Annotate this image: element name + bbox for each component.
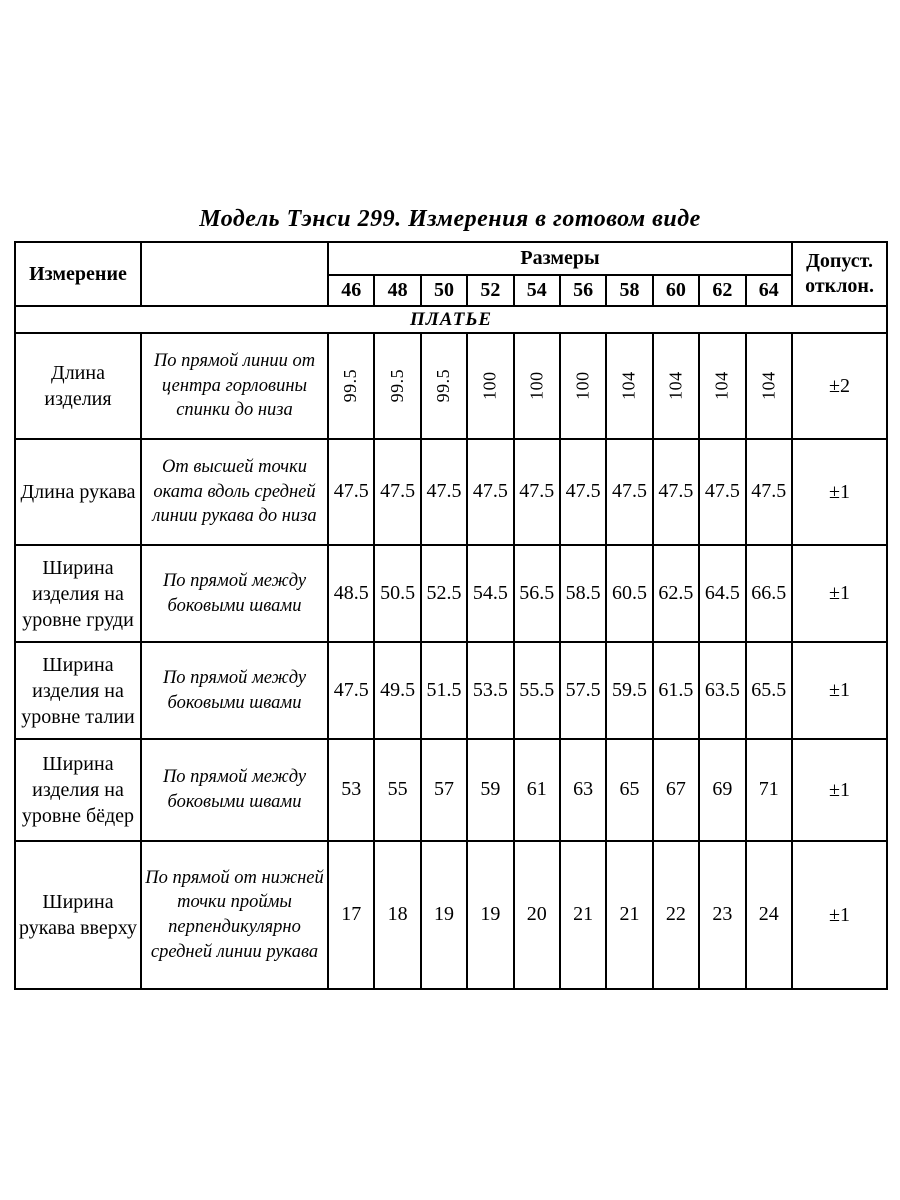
size-value-cell: 53.5 xyxy=(467,642,513,739)
size-value-cell: 65 xyxy=(606,739,652,841)
size-value-cell: 21 xyxy=(560,841,606,989)
measurement-name-cell: Ширина изделия на уровне бёдер xyxy=(15,739,141,841)
rotated-value: 99.5 xyxy=(340,369,361,403)
size-value-cell: 20 xyxy=(514,841,560,989)
measurements-table xyxy=(14,241,888,990)
measurement-description-cell: По прямой между боковыми швами xyxy=(141,642,328,739)
table-row xyxy=(15,439,887,545)
size-value-cell: 62.5 xyxy=(653,545,699,642)
size-value-cell: 57 xyxy=(421,739,467,841)
size-value-cell: 67 xyxy=(653,739,699,841)
size-value-cell: 47.5 xyxy=(560,439,606,545)
size-value-cell: 19 xyxy=(467,841,513,989)
size-value-cell: 47.5 xyxy=(467,439,513,545)
size-column-header: 58 xyxy=(606,275,652,306)
rotated-value: 104 xyxy=(758,371,779,401)
size-value-cell: 55.5 xyxy=(514,642,560,739)
size-value-cell xyxy=(421,333,467,439)
rotated-value: 104 xyxy=(711,371,732,401)
size-value-cell: 47.5 xyxy=(328,642,374,739)
size-value-cell: 47.5 xyxy=(699,439,745,545)
size-value-cell: 51.5 xyxy=(421,642,467,739)
size-column-header: 46 xyxy=(328,275,374,306)
size-value-cell: 59 xyxy=(467,739,513,841)
size-column-header: 50 xyxy=(421,275,467,306)
size-value-cell: 17 xyxy=(328,841,374,989)
size-value-cell: 23 xyxy=(699,841,745,989)
size-value-cell: 47.5 xyxy=(421,439,467,545)
section-label: ПЛАТЬЕ xyxy=(15,306,887,333)
size-value-cell: 54.5 xyxy=(467,545,513,642)
rotated-value: 104 xyxy=(665,371,686,401)
size-value-cell: 60.5 xyxy=(606,545,652,642)
size-value-cell: 52.5 xyxy=(421,545,467,642)
size-value-cell: 55 xyxy=(374,739,420,841)
size-value-cell: 24 xyxy=(746,841,793,989)
rotated-value: 100 xyxy=(479,371,500,401)
allowance-cell: ±2 xyxy=(792,333,887,439)
measurement-name-cell: Ширина рукава вверху xyxy=(15,841,141,989)
rotated-value: 100 xyxy=(526,371,547,401)
measurement-name-cell: Ширина изделия на уровне груди xyxy=(15,545,141,642)
measurement-description-cell: По прямой между боковыми швами xyxy=(141,739,328,841)
rotated-value: 100 xyxy=(572,371,593,401)
size-value-cell: 47.5 xyxy=(653,439,699,545)
size-value-cell: 47.5 xyxy=(514,439,560,545)
measurement-description-cell: От высшей точки оката вдоль средней линии рукава до низа xyxy=(141,439,328,545)
size-value-cell xyxy=(374,333,420,439)
size-value-cell: 22 xyxy=(653,841,699,989)
size-value-cell: 64.5 xyxy=(699,545,745,642)
allowance-cell: ±1 xyxy=(792,545,887,642)
col-header-allowance: Допуст. отклон. xyxy=(792,242,887,306)
size-value-cell: 47.5 xyxy=(374,439,420,545)
header-row-groups xyxy=(15,242,887,275)
rotated-value: 99.5 xyxy=(386,369,407,403)
size-value-cell xyxy=(328,333,374,439)
size-value-cell: 47.5 xyxy=(746,439,793,545)
size-value-cell: 19 xyxy=(421,841,467,989)
measurement-description-cell: По прямой между боковыми швами xyxy=(141,545,328,642)
size-column-header: 48 xyxy=(374,275,420,306)
rotated-value: 104 xyxy=(618,371,639,401)
size-value-cell: 56.5 xyxy=(514,545,560,642)
size-value-cell: 47.5 xyxy=(328,439,374,545)
size-value-cell: 50.5 xyxy=(374,545,420,642)
table-row xyxy=(15,333,887,439)
size-column-header: 62 xyxy=(699,275,745,306)
measurement-name-cell: Ширина изделия на уровне талии xyxy=(15,642,141,739)
size-column-header: 56 xyxy=(560,275,606,306)
rotated-value: 99.5 xyxy=(433,369,454,403)
size-value-cell: 59.5 xyxy=(606,642,652,739)
table-row xyxy=(15,841,887,989)
size-value-cell: 65.5 xyxy=(746,642,793,739)
size-value-cell: 69 xyxy=(699,739,745,841)
allowance-cell: ±1 xyxy=(792,739,887,841)
size-column-header: 60 xyxy=(653,275,699,306)
allowance-cell: ±1 xyxy=(792,841,887,989)
size-column-header: 52 xyxy=(467,275,513,306)
size-value-cell: 57.5 xyxy=(560,642,606,739)
size-value-cell: 63.5 xyxy=(699,642,745,739)
size-value-cell: 61.5 xyxy=(653,642,699,739)
allowance-cell: ±1 xyxy=(792,642,887,739)
size-column-header: 54 xyxy=(514,275,560,306)
measurement-name-cell: Длина рукава xyxy=(15,439,141,545)
size-value-cell: 71 xyxy=(746,739,793,841)
col-header-sizes-group: Размеры xyxy=(328,242,792,275)
measurement-description-cell: По прямой линии от центра горловины спинки до низа xyxy=(141,333,328,439)
measurement-name-cell: Длина изделия xyxy=(15,333,141,439)
size-value-cell: 61 xyxy=(514,739,560,841)
size-value-cell: 48.5 xyxy=(328,545,374,642)
col-header-measurement: Измерение xyxy=(15,242,141,306)
size-value-cell xyxy=(606,333,652,439)
table-row xyxy=(15,545,887,642)
size-value-cell: 63 xyxy=(560,739,606,841)
size-column-header: 64 xyxy=(746,275,793,306)
size-value-cell: 66.5 xyxy=(746,545,793,642)
section-row xyxy=(15,306,887,333)
size-value-cell xyxy=(699,333,745,439)
measurement-description-cell: По прямой от нижней точки проймы перпендикулярно средней линии рукава xyxy=(141,841,328,989)
size-value-cell xyxy=(746,333,793,439)
size-value-cell xyxy=(467,333,513,439)
table-row xyxy=(15,739,887,841)
size-value-cell: 58.5 xyxy=(560,545,606,642)
size-value-cell: 21 xyxy=(606,841,652,989)
size-value-cell: 53 xyxy=(328,739,374,841)
size-value-cell xyxy=(514,333,560,439)
allowance-cell: ±1 xyxy=(792,439,887,545)
col-header-description-empty xyxy=(141,242,328,306)
size-value-cell: 47.5 xyxy=(606,439,652,545)
page-title: Модель Тэнси 299. Измерения в готовом виде xyxy=(199,206,701,232)
size-value-cell xyxy=(560,333,606,439)
size-value-cell: 18 xyxy=(374,841,420,989)
size-value-cell: 49.5 xyxy=(374,642,420,739)
size-value-cell xyxy=(653,333,699,439)
table-row xyxy=(15,642,887,739)
